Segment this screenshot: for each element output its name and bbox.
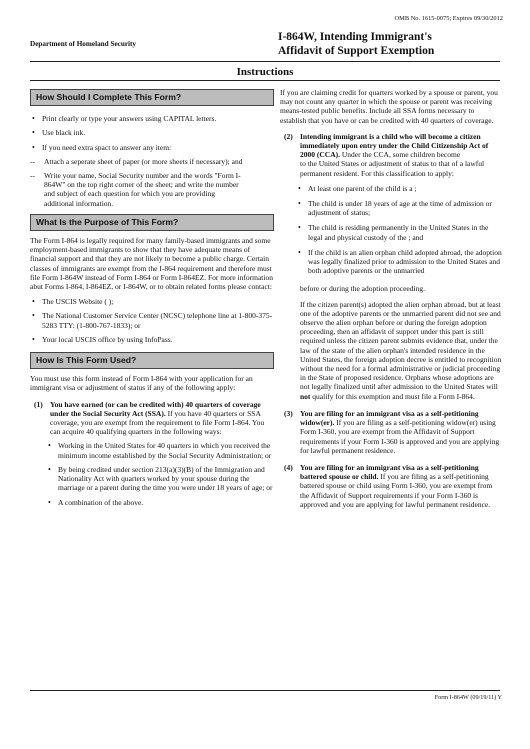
item-bold-text: You have earned (or can be credited with) 40 quarters of coverage under the Social Security Act (SSA). xyxy=(50,399,261,418)
credit-paragraph: If you are claiming credit for quarters worked by a spouse or parent, you may not count any quarter in which the spouse or parent was receiving means-tested public benefits. Include all SSA forms necessary to establish that you have or can be credited with 40 quarters of coverage. xyxy=(280,88,498,125)
list-item: • Print clearly or type your answers using CAPITAL letters. xyxy=(30,114,274,123)
numbered-item-1 xyxy=(30,400,274,437)
list-item: -- Attach a seperate sheet of paper (or more sheets if necessary); and xyxy=(30,157,244,166)
form-footer: Form I-864W (09/19/11) Y xyxy=(434,694,502,701)
footer-rule xyxy=(30,690,500,691)
item-number: (1) xyxy=(34,399,43,409)
numbered-item-2 xyxy=(280,132,502,178)
left-column xyxy=(30,89,274,507)
paragraph-text: qualify for this exemption and must file a Form I-864. xyxy=(310,391,475,401)
list-item: • Your local USCIS office by using InfoPass. xyxy=(30,335,274,344)
right-column xyxy=(280,88,502,509)
item-number: (2) xyxy=(284,131,293,141)
item-text: Under the CCA, some children become xyxy=(340,150,461,160)
item-text: If you are filing as a self-petitioning battered spouse or child using Form I-360, you are exempt from the Affidavit of Support requirements if your Form I-360 is approved and you are applying for lawful permanent residence. xyxy=(300,472,493,509)
paragraph-text: If the citizen parent(s) adopted the alien orphan abroad, but at least one of the adoptive parents or the unmarried parent did not see and observe the alien orphan before or during the foreign adoption proceeding, then an affidavit of support under this part is still required unless the citizen parent submits evidence that, under the law of the state of the alien orphan's intended residence in the United States, the foreign adoption decree is entitled to recognition without the need for a formal administrative or judicial proceeding in the State of proposed residence. Orphans whose adoptions are not legally finalized until after admission to the United States will xyxy=(300,299,502,392)
item-number: (4) xyxy=(284,462,293,472)
list-item: • The National Customer Service Center (NCSC) telephone line at 1-800-375-5283 TTY: (1-800-767-1833); or xyxy=(30,311,274,329)
numbered-item-3 xyxy=(280,409,502,455)
omb-number: OMB No. 1615-0075; Expires 09/30/2012 xyxy=(394,15,503,22)
list-item: • If the child is an alien orphan child adopted abroad, the adoption was legally finalized prior to admission to the United States and both adoptive parents or the unmarried xyxy=(280,248,502,276)
instructions-heading: Instructions xyxy=(236,66,294,78)
orphan-paragraph xyxy=(280,300,502,401)
instructions-rule xyxy=(30,80,500,81)
form-title-line1: I-864W, Intending Immigrant's xyxy=(278,31,432,43)
list-item: -- Write your name, Social Security number and the words "Form I-864W" on the top right corner of the sheet; and write the number and subject of each question for which you are providing additional information. xyxy=(30,171,244,208)
section-heading-complete: How Should I Complete This Form? xyxy=(30,89,274,106)
list-item: • A combination of the above. xyxy=(30,498,274,507)
item-bold-text: You are filing for an immigrant visa as a self-petitioning battered spouse or child. xyxy=(300,462,479,482)
list-item: • By being credited under section 213(a)(3)(B) of the Immigration and Nationality Act with quarters worked by your spouse during the marriage or a parent during the time you were under 18 years of age; or xyxy=(30,465,274,493)
header-rule xyxy=(30,61,500,62)
emphasis-not: not xyxy=(300,391,311,401)
item-text: to the United States or adjustment of status to that of a lawful permanent resident. For this classification to apply: xyxy=(300,159,485,178)
list-item: • The USCIS Website ( ); xyxy=(30,297,274,306)
list-item: • The child is under 18 years of age at the time of admission or adjustment of status; xyxy=(280,199,502,217)
section-heading-usage: How Is This Form Used? xyxy=(30,352,274,369)
form-title xyxy=(278,30,498,58)
list-item: • At least one parent of the child is a ; xyxy=(280,184,502,193)
list-item: • Use black ink. xyxy=(30,128,274,137)
department-name: Department of Homeland Security xyxy=(30,40,136,48)
numbered-item-4 xyxy=(280,463,502,509)
item-bold-text: You are filing for an immigrant visa as a self-petitioning widow(er). xyxy=(300,408,479,428)
item-number: (3) xyxy=(284,408,293,418)
usage-paragraph: You must use this form instead of Form I-864 with your application for an immigrant visa or adjustment of status if any of the following apply: xyxy=(30,374,253,393)
list-item: • Working in the United States for 40 quarters in which you received the minimum income established by the Social Security Administration; or xyxy=(30,441,274,459)
item-text: If you are filing as a self-petitioning widow(er) using Form I-360, you are exempt from the Affidavit of Support requirements if your Form I-360 is approved and you are applying for lawful permanent residence. xyxy=(300,418,500,455)
section-heading-purpose: What Is the Purpose of This Form? xyxy=(30,214,274,231)
list-item: • The child is residing permanently in the United States in the legal and physical custody of the ; and xyxy=(280,223,502,241)
purpose-paragraph: The Form I-864 is legally required for many family-based immigrants and some employment-based immigrants to show that they have adequate means of financial support and that they are not likely to become a public charge. Certain classes of immigrants are exempt from the I-864 requirement and therefore must file Form I-864W instead of Form I-864 or Form I-864EZ. For more information abut Forms I-864, I-864EZ, or I-864W, or to obtain related forms please contact: xyxy=(30,236,273,292)
list-item: • If you need extra spact to answer any item: xyxy=(30,143,274,152)
item-bold-text: Intending immigrant is a child who will become a citizen immediately upon entry under the Child Citizenship Act of 2000 (CCA). xyxy=(300,131,489,160)
item-text: If you have 40 quarters or SSA coverage, you are exempt from the requirement to file Form I-864. You can acquire 40 qualifying quarters in the following ways: xyxy=(50,408,265,437)
list-item-continued: before or during the adoption proceeding. xyxy=(300,284,425,294)
form-title-line2: Affidavit of Support Exemption xyxy=(278,45,435,57)
